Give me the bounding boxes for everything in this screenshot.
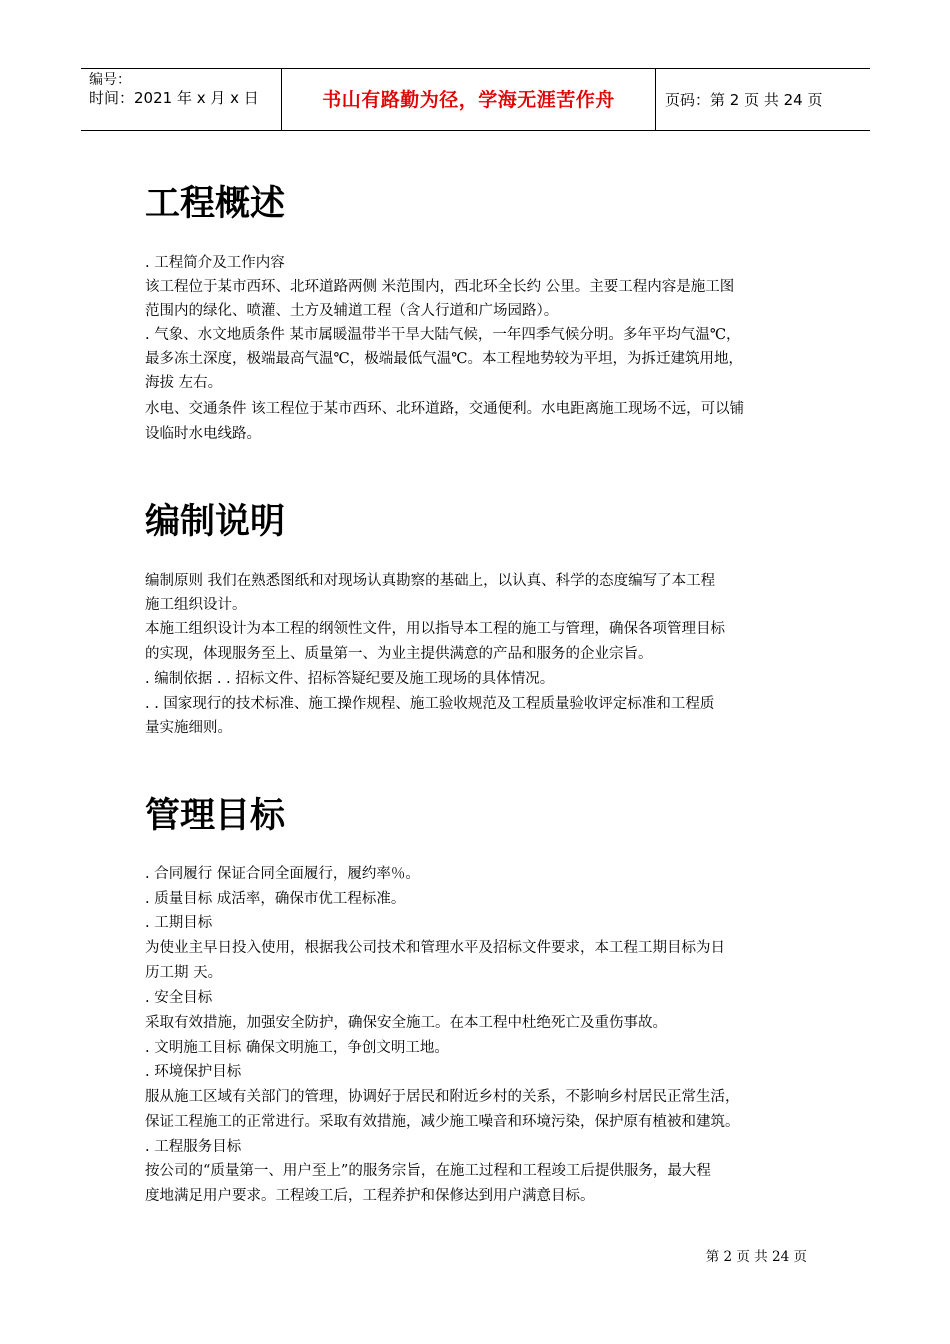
header-motto-cell <box>282 69 656 130</box>
paragraph-line: 保证工程施工的正常进行。采取有效措施，减少施工噪音和环境污染，保护原有植被和建筑。 <box>145 1114 740 1130</box>
paragraph-line: . 质量目标 成活率，确保市优工程标准。 <box>145 891 406 907</box>
section-title-goals: 管理目标 <box>145 796 286 836</box>
paragraph-line: 该工程位于某市西环、北环道路两侧 米范围内，西北环全长约 公里。主要工程内容是施工图 <box>145 279 735 295</box>
paragraph-line: . 编制依据 . . 招标文件、招标答疑纪要及施工现场的具体情况。 <box>145 671 555 687</box>
paragraph-line: 为使业主早日投入使用，根据我公司技术和管理水平及招标文件要求，本工程工期目标为日 <box>145 940 725 956</box>
paragraph-line: . 工期目标 <box>145 915 213 931</box>
paragraph-line: 度地满足用户要求。工程竣工后，工程养护和保修达到用户满意目标。 <box>145 1188 595 1204</box>
header-page-info: 页码：第 2 页 共 24 页 <box>665 91 823 109</box>
paragraph-line: 服从施工区域有关部门的管理，协调好于居民和附近乡村的关系，不影响乡村居民正常生活， <box>145 1089 740 1105</box>
paragraph-line: . 工程简介及工作内容 <box>145 255 285 271</box>
page-header <box>81 68 870 131</box>
paragraph-line: 水电、交通条件 该工程位于某市西环、北环道路，交通便利。水电距离施工现场不远，可以铺 <box>145 401 745 417</box>
paragraph-line: 采取有效措施，加强安全防护，确保安全施工。在本工程中杜绝死亡及重伤事故。 <box>145 1015 667 1031</box>
paragraph-line: 按公司的“质量第一、用户至上”的服务宗旨，在施工过程和工程竣工后提供服务，最大程 <box>145 1163 711 1179</box>
section-title-compilation: 编制说明 <box>145 502 286 542</box>
header-motto: 书山有路勤为径，学海无涯苦作舟 <box>322 89 615 111</box>
paragraph-line: . 文明施工目标 确保文明施工，争创文明工地。 <box>145 1040 449 1056</box>
document-number-label: 编号： <box>89 72 131 88</box>
header-page-cell <box>656 69 870 130</box>
paragraph-line: 的实现，体现服务至上、质量第一、为业主提供满意的产品和服务的企业宗旨。 <box>145 646 653 662</box>
paragraph-line: 编制原则 我们在熟悉图纸和对现场认真勘察的基础上，以认真、科学的态度编写了本工程 <box>145 573 716 589</box>
paragraph-line: . . 国家现行的技术标准、施工操作规程、施工验收规范及工程质量验收评定标准和工程质 <box>145 696 715 712</box>
paragraph-line: 施工组织设计。 <box>145 597 247 613</box>
paragraph-line: 海拔 左右。 <box>145 375 223 391</box>
section-title-overview: 工程概述 <box>145 184 286 224</box>
paragraph-line: 量实施细则。 <box>145 720 232 736</box>
paragraph-line: . 合同履行 保证合同全面履行，履约率％。 <box>145 866 420 882</box>
header-meta-cell <box>81 69 282 130</box>
page-footer: 第 2 页 共 24 页 <box>705 1249 807 1265</box>
paragraph-line: . 气象、水文地质条件 某市属暖温带半干旱大陆气候，一年四季气候分明。多年平均气温℃， <box>145 327 741 343</box>
paragraph-line: . 工程服务目标 <box>145 1139 242 1155</box>
paragraph-line: 最多冻土深度，极端最高气温℃，极端最低气温℃。本工程地势较为平坦，为拆迁建筑用地， <box>145 351 743 367</box>
paragraph-line: . 环境保护目标 <box>145 1064 242 1080</box>
paragraph-line: . 安全目标 <box>145 990 213 1006</box>
paragraph-line: 范围内的绿化、喷灌、土方及辅道工程（含人行道和广场园路）。 <box>145 303 559 319</box>
paragraph-line: 历工期 天。 <box>145 965 223 981</box>
paragraph-line: 设临时水电线路。 <box>145 426 261 442</box>
document-date-label: 时间：2021 年 x 月 x 日 <box>89 89 259 107</box>
paragraph-line: 本施工组织设计为本工程的纲领性文件，用以指导本工程的施工与管理，确保各项管理目标 <box>145 621 725 637</box>
